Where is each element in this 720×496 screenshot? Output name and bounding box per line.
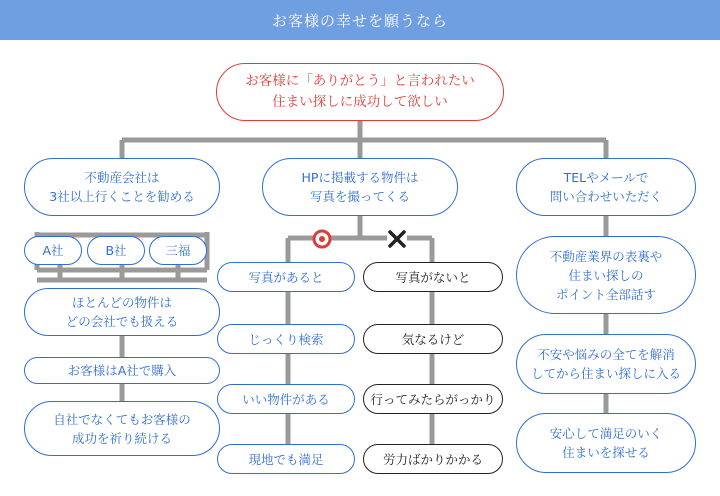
right-step-1-line-2: 住まい探しの [568, 267, 644, 283]
bad-2-label: 気なるけど [401, 331, 465, 347]
right-step-3-box [516, 413, 696, 473]
right-title-box [516, 158, 696, 216]
left-step-3-line-2: 成功を祈り続ける [71, 430, 172, 446]
right-step-3-line-2: 住まいを探せる [562, 445, 650, 460]
right-step-1-line-3: ポイント全部話す [555, 286, 656, 302]
left-title-line-2: 3社以上行くことを勧める [49, 189, 195, 204]
good-1-box [217, 262, 355, 292]
company-sanpuku-label: 三福 [165, 243, 191, 258]
goal-box [216, 63, 504, 121]
bad-3-box [363, 384, 503, 414]
left-title-box [24, 158, 220, 216]
company-a-label: A社 [42, 243, 64, 258]
good-2-box [217, 324, 355, 354]
right-title-line-2: 問い合わせいただく [549, 189, 663, 204]
company-b-box [87, 236, 145, 265]
bad-3-label: 行ってみたらがっかり [370, 391, 496, 407]
right-title-line-1: TELやメールで [563, 170, 649, 185]
center-title-line-2: 写真を撮ってくる [309, 189, 410, 204]
cross-icon [387, 229, 407, 253]
company-a-box [24, 236, 82, 265]
bad-2-box [363, 324, 503, 354]
right-step-1-line-1: 不動産業界の表裏や [549, 248, 663, 264]
left-step-2-line-1: お客様はA社で購入 [67, 363, 177, 378]
good-2-label: じっくり検索 [248, 331, 324, 347]
goal-line-1: お客様に「ありがとう」と言われたい [245, 73, 475, 89]
right-step-2-box [516, 334, 696, 394]
left-title-line-1: 不動産会社は [84, 170, 160, 185]
header-title: お客様の幸せを願うなら [271, 11, 448, 30]
circle-icon [312, 229, 332, 253]
good-4-box [217, 444, 355, 474]
goal-line-2: 住まい探しに成功して欲しい [272, 94, 448, 110]
company-sanpuku-box [149, 236, 207, 265]
bad-1-label: 写真がないと [395, 269, 471, 285]
center-title-box [262, 158, 458, 216]
bad-4-box [363, 444, 503, 474]
company-b-label: B社 [105, 243, 127, 258]
right-step-2-line-1: 不安や悩みの全てを解消 [537, 347, 675, 362]
left-step-1-line-2: どの会社でも扱える [65, 314, 179, 329]
good-3-box [217, 384, 355, 414]
right-step-1-box [516, 236, 696, 314]
good-3-label: いい物件がある [242, 391, 330, 407]
left-step-1-line-1: ほとんどの物件は [71, 295, 172, 310]
left-step-1-box [24, 288, 220, 336]
good-4-label: 現地でも満足 [248, 451, 324, 467]
bad-1-box [363, 262, 503, 292]
bad-4-label: 労力ばかりかかる [382, 451, 483, 467]
good-1-label: 写真があると [248, 269, 324, 285]
right-step-3-line-1: 安心して満足のいく [549, 426, 663, 441]
left-step-3-line-1: 自社でなくてもお客様の [53, 411, 191, 427]
right-step-2-line-2: してから住まい探しに入る [530, 366, 681, 381]
left-step-3-box [24, 401, 220, 456]
left-step-2-box [24, 357, 220, 384]
center-title-line-1: HPに掲載する物件は [301, 170, 419, 185]
